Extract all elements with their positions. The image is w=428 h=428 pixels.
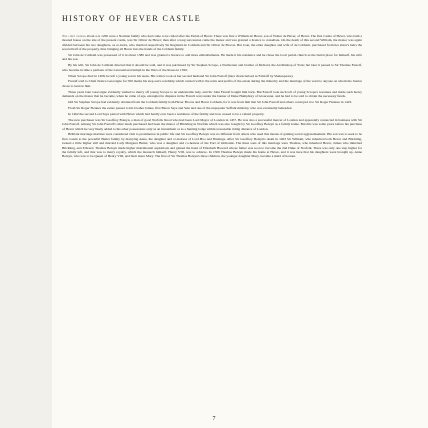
paragraph [62, 34, 362, 51]
paragraph: Old Sir Stephen Scrope had evidently obtained from the Cobham family both Hever Brocas and Hever Cobham, for it was from him that Sir John Fastolf and others conveyed it to Sir Roger Fiennes in 1423. [68, 100, 353, 105]
paragraph: Three years later Gascoigne evidently wished to marry off young Scrope to an undesirable lady, and Sir John Fastolf bought him back. But Fastolf took such toll of young Scrope's revenues and made such heavy demands on the manor that he became, when he came of age, entangled in disputes in the French wars under the banner of Duke Humphrey of Gloucester, and he had to be sold to obtain the necessary funds. [62, 89, 362, 99]
page-number: 7 [212, 416, 216, 422]
paragraph: Fastolf sold to Chief Justice Gascoigne for 500 marks his step-son's wardship which carried with it the rents and profits of the estate during the minority and the marriage of the ward to anyone on whom the Justice chose to bestow him. [62, 79, 362, 88]
paragraph: The new purchaser was Sir Geoffrey Boleyn, a man of good Norfolk blood who had been Lord Mayor of London in 1457. He was also a successful mercer of London and apparently connected in business with Sir John Fastolf. Among Sir John Fastolf's other lands purchased had been the manor of Blickling in Norfolk which was also bought by Sir Geoffrey Boleyn as a family home. But this was some years before his purchase of Hever which he very likely added to his other possessions only as an investment or as a hunting lodge within reasonable riding distance of London. [62, 117, 362, 131]
paragraph: By his will, Sir John de Cobham directed that it should be sold, and it was purchased by Sir Stephen Scrope, a Northerner and brother of Richard, the Archbishop of York; but later it passed to Sir Thomas Fastolf, who became in time a partisan of the Lancastrian triumph in the Wars of the Roses in 1399. [62, 63, 362, 72]
running-head: HISTORY OF HEVER CASTLE [62, 14, 202, 23]
body-text [62, 34, 362, 412]
paragraph-text: about a.d. 1200 were a Norman family who had come to be called after the Parish of Hever. There was first a William de Hever, son of Walter de Hever, of Hever. The first Castle of Hever, who built a moated house on the site of the present castle, was Sir Oliver de Hever; then after a long succession came the manor and was granted a licence to crenellate. On the death of this second William, the manor was again divided between his two daughters, as co-heirs, who married respectively Sir Reginald de Cobham and Sir Oliver de Brocas. But Joan, the elder daughter and wife of de Cobham, purchased from her sister's heirs the second half of the property, thus bringing all Hever into the hands of the Cobham family. [62, 34, 362, 52]
paragraph: Sir John de Cobham was possessed of it in about 1380 and was granted a licence to add more embattlements. He made it his residence and he chose the local parish church as the burial place for himself, his wife and his son. [62, 52, 362, 62]
paragraph: In 1462 the second Lord Saye parted with Hever which had hardly ever been a residence of the family and now ceased to be a valued property. [68, 111, 265, 116]
paragraph: Brilliant marriage matches were considered vital to prominence in public life and Sir Geoffrey Boleyn was no different from others who used this means of gaining social aggrandisement. His son was to seek to be first cousin to the powerful Butler family by marrying Anne, the daughter and co-heiress of Lord Hoo and Hastings. After Sir Geoffrey Boleyn's death in 1463 Sir William, who inherited both Hever and Blickling, looked a little higher still and married Lady Margaret Butler, who was a daughter and co-heiress of the Earl of Ormonde. The three sons of this marriage were Thomas, who inherited Hever, James who inherited Blickling, and Edward. Thomas Boleyn made higher matrimonial aspirations and gained the hand of Elizabeth Howard whose father was soon to become the 2nd Duke of Norfolk. There was only one step higher for the family left, and that was to marry royalty, which the monarch himself, Henry VIII, was to achieve. In 1509 Thomas Boleyn made his home at Hever, and it was here that his daughters were brought up, Anne Boleyn, who was to be Queen of Henry VIII, and their sister Mary. The first of Sir Thomas Boleyn's three children, the younger daughter Mary, became a maid of honour. [62, 132, 362, 159]
paragraph: When Scrope died in 1408, he left a young son in his teens. His widow took as her second husband Sir John Fastolf (later characterised as Falstaff by Shakespeare). [68, 73, 294, 78]
paragraph: From Sir Roger Fiennes the estate passed to his brother James, first Baron Saye and Sele and one of the unpopular Suffolk ministry, who was eventually beheaded. [68, 105, 293, 110]
lead-in: The chief owners [62, 34, 86, 38]
